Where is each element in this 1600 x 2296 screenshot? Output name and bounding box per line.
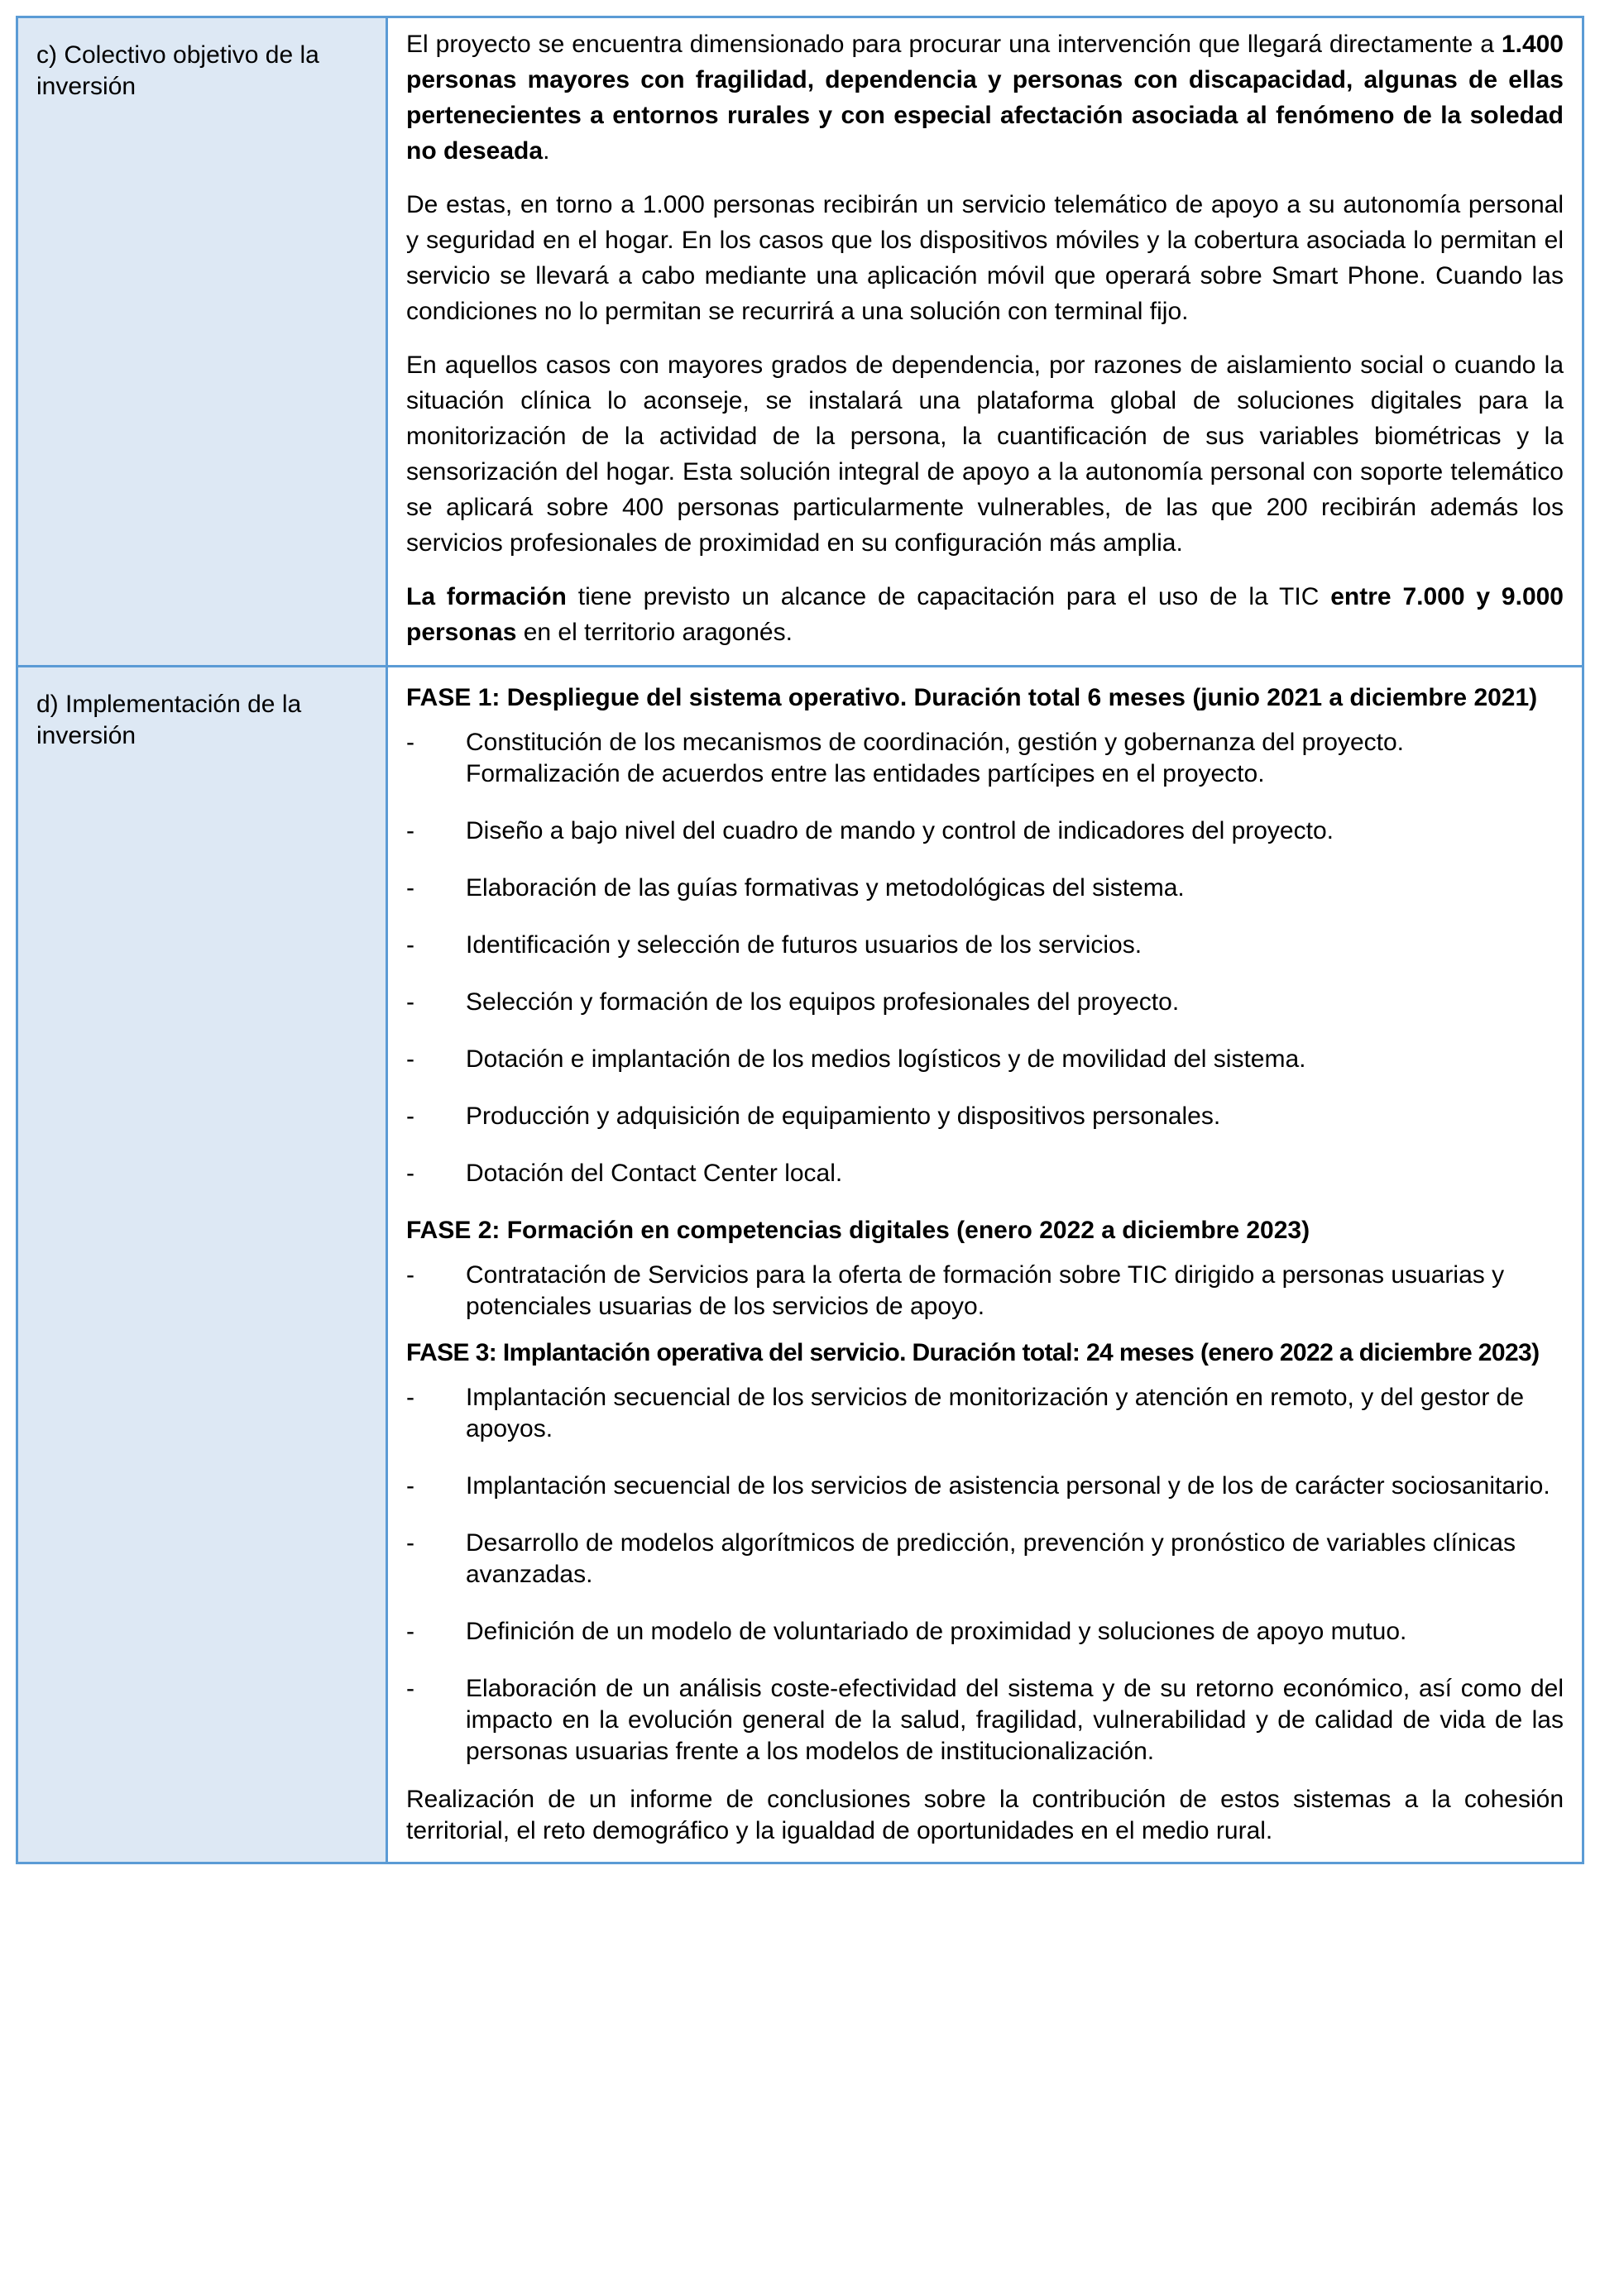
row-label-colectivo: c) Colectivo objetivo de la inversión [17,17,387,667]
colectivo-paragraph-2: De estas, en torno a 1.000 personas recibirán un servicio telemático de apoyo a su autonomía personal y seguridad en el hogar. En los casos que los dispositivos móviles y la cobertura asociada lo permitan el servicio se llevará a cabo mediante una aplicación móvil que operará sobre Smart Phone. Cuando las condiciones no lo permitan se recurrirá a una solución con terminal fijo. [406,191,1564,325]
list-item: - Dotación del Contact Center local. [406,1158,1564,1189]
dash-bullet: - [406,1103,414,1130]
dash-bullet: - [406,729,414,756]
list-item: - Contratación de Servicios para la oferta de formación sobre TIC dirigido a personas usuarias y potenciales usuarias de los servicios de apoyo. [406,1261,1505,1320]
formacion-text: tiene previsto un alcance de capacitación para el uso de la TIC [566,583,1331,610]
colectivo-p1-text: El proyecto se encuentra dimensionado para procurar una intervención que llegará directamente a [406,31,1502,58]
formacion-bold: La formación [406,583,567,610]
list-item: - Implantación secuencial de los servicios de asistencia personal y de los de carácter sociosanitario. [406,1471,1564,1502]
list-item: - Definición de un modelo de voluntariado de proximidad y soluciones de apoyo mutuo. [406,1616,1564,1648]
formacion-text-end: en el territorio aragonés. [516,619,793,646]
fase3-title: FASE 3: Implantación operativa del servicio. Duración total: 24 meses (enero 2022 a diciembre 2023) [406,1339,1540,1366]
fase1-title: FASE 1: Despliegue del sistema operativo. Duración total 6 meses (junio 2021 a diciembre 2021) [406,684,1538,711]
row-colectivo-objetivo [17,17,1583,667]
colectivo-p1-end: . [543,137,550,165]
list-item: - Selección y formación de los equipos profesionales del proyecto. [406,987,1564,1018]
dash-bullet: - [406,1261,414,1289]
dash-bullet: - [406,1384,414,1411]
list-item: - Desarrollo de modelos algorítmicos de predicción, prevención y pronóstico de variables clínicas avanzadas. [406,1529,1516,1588]
row-label-implementacion: d) Implementación de la inversión [17,667,387,1863]
row-content-implementacion [387,667,1583,1863]
dash-bullet: - [406,874,414,902]
list-item: - Elaboración de un análisis coste-efectividad del sistema y de su retorno económico, así como del impacto en la evolución general de la salud, fragilidad, vulnerabilidad y de calidad de vida de las personas usuarias frente a los modelos de institucionalización. [406,1675,1564,1765]
conclusion-paragraph: Realización de un informe de conclusiones sobre la contribución de estos sistemas a la cohesión territorial, el reto demográfico y la igualdad de oportunidades en el medio rural. [406,1786,1564,1844]
list-item: - Identificación y selección de futuros usuarios de los servicios. [406,930,1564,961]
colectivo-paragraph-1 [406,26,1564,169]
dash-bullet: - [406,1618,414,1645]
fase1-list [406,727,1564,1189]
colectivo-paragraph-3: En aquellos casos con mayores grados de dependencia, por razones de aislamiento social o cuando la situación clínica lo aconseje, se instalará una plataforma global de soluciones digitales para la monitorización de la actividad de la persona, la cuantificación de sus variables biométricas y la sensorización del hogar. Esta solución integral de apoyo a la autonomía personal con soporte telemático se aplicará sobre 400 personas particularmente vulnerables, de las que 200 recibirán además los servicios profesionales de proximidad en su configuración más amplia. [406,352,1564,557]
dash-bullet: - [406,931,414,959]
fase2-list [406,1260,1564,1323]
list-item: - Implantación secuencial de los servicios de monitorización y atención en remoto, y del gestor de apoyos. [406,1384,1525,1442]
row-content-colectivo [387,17,1583,667]
list-item: - Elaboración de las guías formativas y metodológicas del sistema. [406,873,1564,904]
dash-bullet: - [406,817,414,844]
list-item: - Producción y adquisición de equipamiento y dispositivos personales. [406,1101,1564,1132]
row-implementacion [17,667,1583,1863]
dash-bullet: - [406,988,414,1016]
list-item: - Constitución de los mecanismos de coordinación, gestión y gobernanza del proyecto. Formalización de acuerdos entre las entidades partícipes en el proyecto. [406,729,1404,787]
list-item: - Dotación e implantación de los medios logísticos y de movilidad del sistema. [406,1044,1564,1075]
colectivo-paragraph-4 [406,579,1564,650]
dash-bullet: - [406,1472,414,1500]
colectivo-p1-bold: 1.400 personas mayores con fragilidad, dependencia y personas con discapacidad, algunas de ellas pertenecientes a entornos rurales y con especial afectación asociada al fenómeno de la soledad no deseada [406,31,1564,165]
dash-bullet: - [406,1045,414,1073]
dash-bullet: - [406,1160,414,1187]
formacion-range-bold: entre 7.000 y 9.000 personas [406,583,1564,646]
dash-bullet: - [406,1675,414,1702]
fase3-list [406,1382,1564,1767]
investment-table [16,16,1584,1864]
fase2-title: FASE 2: Formación en competencias digitales (enero 2022 a diciembre 2023) [406,1217,1310,1244]
dash-bullet: - [406,1529,414,1557]
list-item: - Diseño a bajo nivel del cuadro de mando y control de indicadores del proyecto. [406,816,1564,847]
